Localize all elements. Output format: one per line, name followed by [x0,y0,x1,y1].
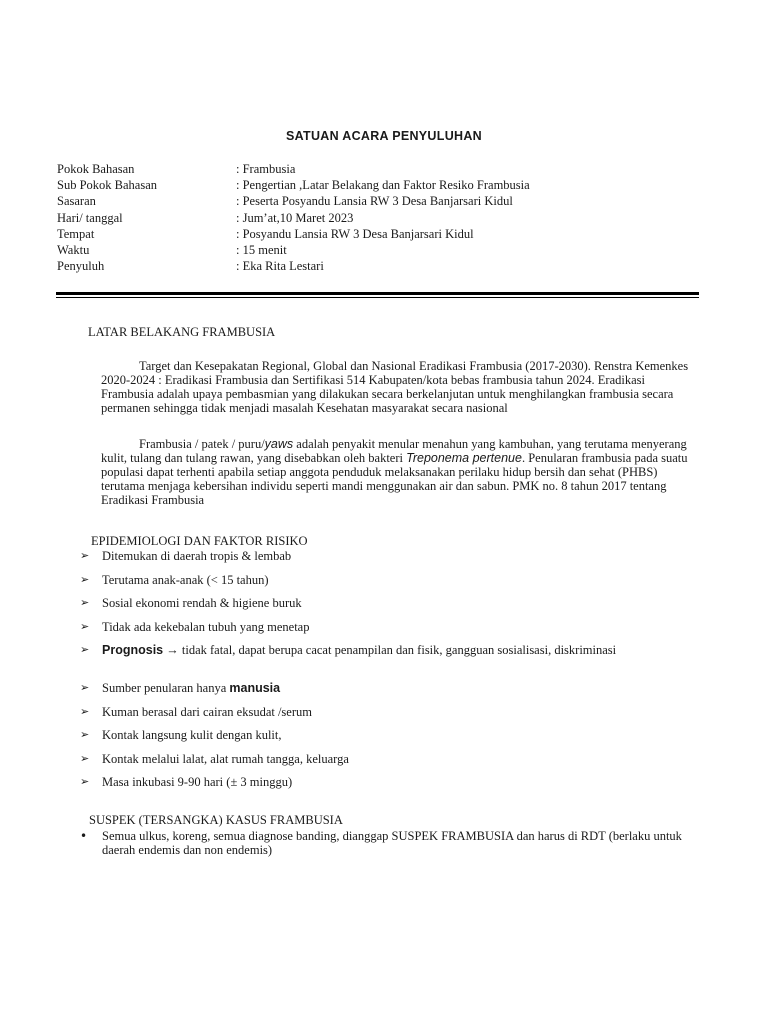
suspek-list [80,829,700,857]
arrow-bullet-icon: ➢ [80,619,90,633]
manusia-term: manusia [229,681,281,695]
prognosis-label: Prognosis [102,643,164,657]
list-item: ➢ Kontak melalui lalat, alat rumah tangga, keluarga [80,751,349,766]
arrow-bullet-icon: ➢ [80,704,90,718]
divider-thin [56,297,699,298]
list-item: ➢ Terutama anak-anak (< 15 tahun) [80,572,269,587]
section-heading-latar-belakang: LATAR BELAKANG FRAMBUSIA [88,325,276,339]
arrow-bullet-icon: ➢ [80,728,90,741]
meta-label: Penyuluh [57,259,105,274]
epidemiologi-list [80,549,700,799]
meta-label: Sub Pokok Bahasan [57,178,157,193]
yaws-term: yaws [264,437,294,451]
paragraph-latar-2 [101,437,691,507]
list-item: ➢ Sumber penularan hanya manusia [80,681,281,695]
meta-row-hari-tanggal [57,211,697,227]
list-item: ➢ Masa inkubasi 9-90 hari (± 3 minggu) [80,775,293,789]
paragraph-latar-1 [101,359,691,415]
meta-value: : Pengertian ,Latar Belakang dan Faktor Resiko Frambusia [236,178,530,193]
list-item: ➢ Kontak langsung kulit dengan kulit, [80,728,282,742]
list-item: • Semua ulkus, koreng, semua diagnose banding, dianggap SUSPEK FRAMBUSIA dan harus di RDT (berlaku untuk daerah endemis dan non endemis) [80,829,682,857]
arrow-bullet-icon: ➢ [80,643,90,656]
arrow-bullet-icon: ➢ [80,775,90,788]
paragraph-text: Frambusia / patek / puru/ [139,437,265,451]
meta-label: Sasaran [57,194,96,209]
meta-value: : Peserta Posyandu Lansia RW 3 Desa Banjarsari Kidul [236,194,513,209]
meta-row-pokok-bahasan [57,162,697,178]
arrow-bullet-icon: ➢ [80,681,90,694]
divider-thick [56,292,699,295]
paragraph-text: . Penularan frambusia pada suatu populasi dapat terhenti apabila setiap anggota penduduk melaksanakan perilaku hidup bersih dan sehat (PHBS) terutama menjaga kebersihan individu seperti mandi menggunakan air dan sabun. PMK no. 8 tahun 2017 tentang Eradikasi Frambusia [101,451,688,507]
list-item: ➢ Ditemukan di daerah tropis & lembab [80,549,292,563]
meta-value: : Posyandu Lansia RW 3 Desa Banjarsari Kidul [236,226,474,241]
meta-value: : Jum’at,10 Maret 2023 [236,210,354,225]
meta-value: : Frambusia [236,162,296,176]
meta-row-sub-pokok-bahasan [57,178,697,194]
paragraph-text: Target dan Kesepakatan Regional, Global dan Nasional Eradikasi Frambusia (2017-2030). Renstra Kemenkes 2020-2024 : Eradikasi Frambusia dan Sertifikasi 514 Kabupaten/kota bebas frambusia tahun 2024. Eradikasi Frambusia adalah upaya pembasmian yang dilakukan secara berkelanjutan untuk menghilangkan frambusia secara permanen sehingga tidak menjadi masalah Kesehatan masyarakat secara nasional [101,359,689,415]
list-item: ➢ Tidak ada kekebalan tubuh yang menetap [80,619,310,634]
meta-label: Hari/ tanggal [57,210,123,225]
arrow-bullet-icon: ➢ [80,596,90,609]
meta-row-penyuluh [57,259,697,275]
arrow-bullet-icon: ➢ [80,572,90,586]
bacteria-species: Treponema pertenue [406,451,522,465]
arrow-bullet-icon: ➢ [80,751,90,765]
dot-bullet-icon: • [80,829,88,843]
meta-value: : Eka Rita Lestari [236,259,324,274]
paragraph-text: adalah penyakit menular menahun yang kambuhan, yang terutama menyerang kulit, tulang dan tulang rawan, yang disebabkan oleh bakteri [101,437,687,465]
list-item: ➢ Kuman berasal dari cairan eksudat /serum [80,704,312,719]
meta-table [57,162,697,275]
section-heading-suspek: SUSPEK (TERSANGKA) KASUS FRAMBUSIA [89,813,343,827]
document-title: SATUAN ACARA PENYULUHAN [285,129,483,143]
meta-label: Tempat [57,226,95,241]
meta-row-waktu [57,243,697,259]
meta-row-tempat [57,227,697,243]
section-heading-epidemiologi: EPIDEMIOLOGI DAN FAKTOR RISIKO [91,534,308,548]
meta-value: : 15 menit [236,242,287,257]
meta-row-sasaran [57,194,697,210]
list-item: ➢ Prognosis → tidak fatal, dapat berupa cacat penampilan dan fisik, gangguan sosialisasi, diskriminasi [80,643,617,657]
meta-label: Pokok Bahasan [57,162,135,176]
arrow-bullet-icon: ➢ [80,549,90,562]
list-item: ➢ Sosial ekonomi rendah & higiene buruk [80,596,302,610]
meta-label: Waktu [57,242,90,257]
